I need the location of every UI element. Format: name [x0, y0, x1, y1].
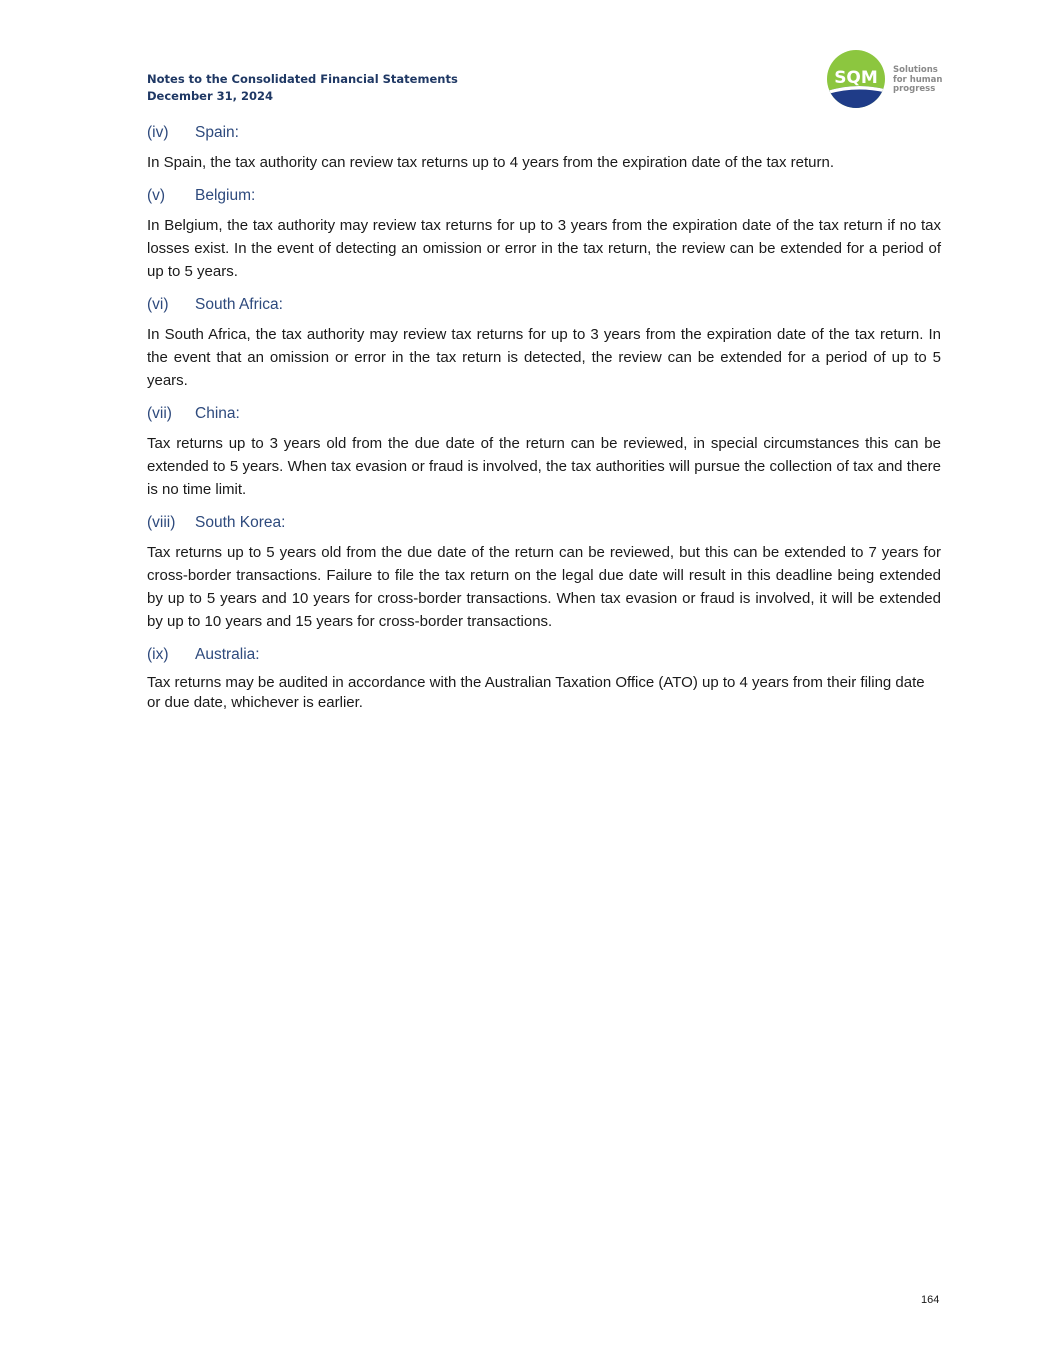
section-number: (iv)	[147, 124, 169, 141]
page-header	[147, 71, 458, 105]
section-title: Belgium:	[195, 187, 256, 204]
section-title: China:	[195, 405, 240, 422]
section-heading-china	[147, 401, 941, 426]
sqm-logo-mark	[826, 48, 890, 110]
header-date: December 31, 2024	[147, 89, 274, 103]
section-number: (viii)	[147, 514, 176, 531]
logo-tagline: Solutions for human progress	[893, 65, 943, 94]
section-heading-spain	[147, 120, 941, 145]
document-body	[147, 120, 941, 722]
section-heading-south-africa	[147, 292, 941, 317]
section-heading-south-korea	[147, 510, 941, 535]
section-number: (v)	[147, 187, 166, 204]
section-title: South Korea:	[195, 514, 286, 531]
logo-text: SQM	[834, 68, 878, 88]
section-number: (vi)	[147, 296, 169, 313]
section-title: Spain:	[195, 124, 239, 141]
section-paragraph: In Belgium, the tax authority may review tax returns for up to 3 years from the expiration date of the tax return if no tax losses exist. In the event of detecting an omission or error in the tax return, the review can be extended for a period of up to 5 years.	[147, 217, 941, 280]
section-title: South Africa:	[195, 296, 283, 313]
section-paragraph: Tax returns up to 5 years old from the due date of the return can be reviewed, but this can be extended to 7 years for cross-border transactions. Failure to file the tax return on the legal due date will result in this deadline being extended by up to 5 years and 10 years for cross-border transactions. When tax evasion or fraud is involved, it will be extended by up to 10 years and 15 years for cross-border transactions.	[147, 544, 941, 630]
section-paragraph: In South Africa, the tax authority may review tax returns for up to 3 years from the expiration date of the tax return. In the event that an omission or error in the tax return is detected, the review can be extended for a period of up to 5 years.	[147, 326, 941, 389]
section-heading-australia	[147, 642, 941, 667]
section-number: (ix)	[147, 646, 169, 663]
section-paragraph: In Spain, the tax authority can review tax returns up to 4 years from the expiration date of the tax return.	[147, 154, 835, 171]
section-heading-belgium	[147, 183, 941, 208]
section-paragraph: Tax returns may be audited in accordance with the Australian Taxation Office (ATO) up to 4 years from their filing date or due date, whichever is earlier.	[147, 674, 925, 711]
section-number: (vii)	[147, 405, 172, 422]
sqm-logo	[826, 48, 946, 110]
page-number: 164	[921, 1294, 940, 1306]
section-paragraph: Tax returns up to 3 years old from the due date of the return can be reviewed, in special circumstances this can be extended to 5 years. When tax evasion or fraud is involved, the tax authorities will pursue the collection of tax and there is no time limit.	[147, 435, 941, 498]
section-title: Australia:	[195, 646, 260, 663]
header-title: Notes to the Consolidated Financial Statements	[147, 72, 458, 86]
